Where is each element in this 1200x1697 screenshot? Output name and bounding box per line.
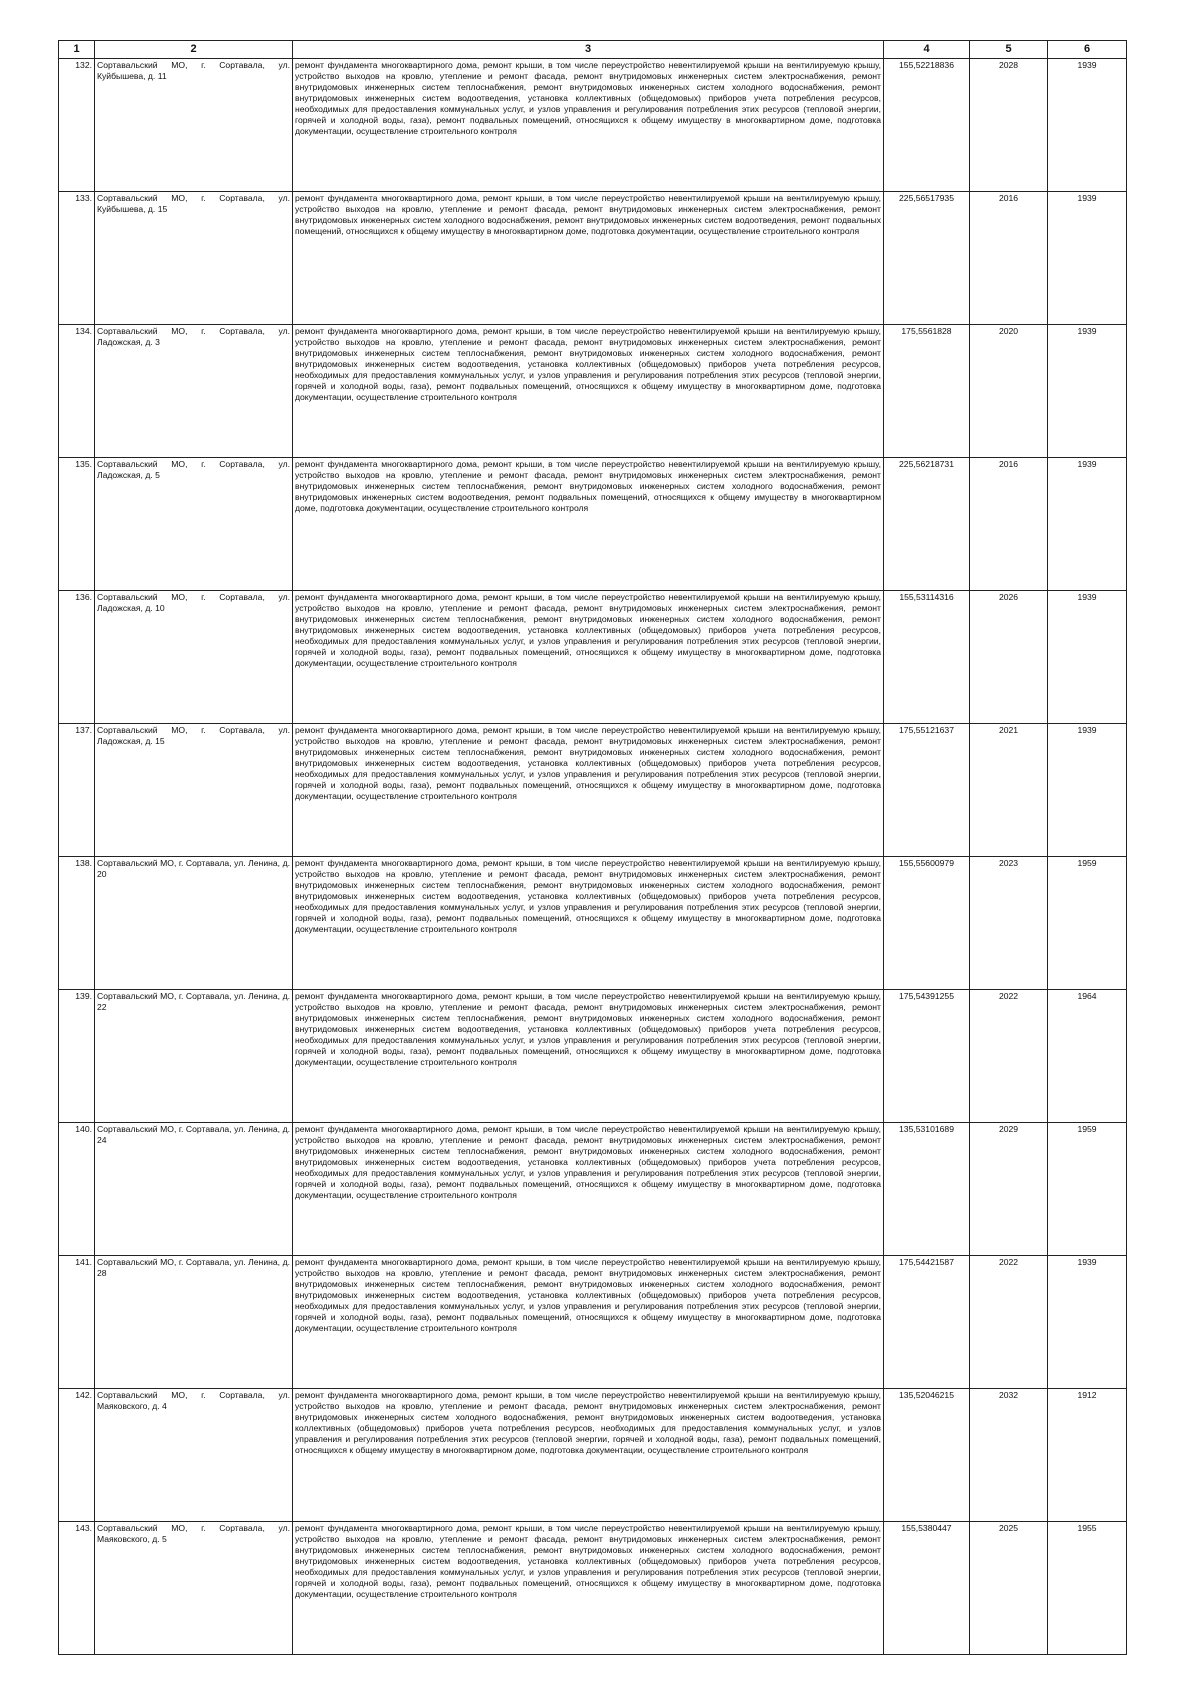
column-number-5: 5 (970, 41, 1048, 59)
cost-cell: 175,54421587 (884, 1256, 970, 1389)
built-year-cell: 1959 (1048, 1123, 1127, 1256)
built-year-cell: 1955 (1048, 1522, 1127, 1655)
cost-cell: 155,5380447 (884, 1522, 970, 1655)
works-cell: ремонт фундамента многоквартирного дома, ремонт крыши, в том числе переустройство невентилируемой крыши на вентилируемую крышу, устройство выходов на кровлю, утепление и ремонт фасада, ремонт внутридомовых инженерных систем электроснабжения, ремонт внутридомовых инженерных систем теплоснабжения, ремонт внутридомовых инженерных систем холодного водоснабжения, ремонт внутридомовых инженерных систем водоотведения, установка коллективных (общедомовых) приборов учета потребления ресурсов, необходимых для предоставления коммунальных услуг, и узлов управления и регулирования потребления этих ресурсов (тепловой энергии, горячей и холодной воды, газа), ремонт подвальных помещений, относящихся к общему имуществу в многоквартирном доме, подготовка документации, осуществление строительного контроля (293, 325, 884, 458)
column-number-2: 2 (95, 41, 293, 59)
repair-year-cell: 2032 (970, 1389, 1048, 1522)
table-row (59, 325, 1127, 458)
row-number: 136. (59, 591, 95, 724)
address-cell: Сортавальский МО, г. Сортавала, ул. Ладожская, д. 3 (95, 325, 293, 458)
works-cell: ремонт фундамента многоквартирного дома, ремонт крыши, в том числе переустройство невентилируемой крыши на вентилируемую крышу, устройство выходов на кровлю, утепление и ремонт фасада, ремонт внутридомовых инженерных систем электроснабжения, ремонт внутридомовых инженерных систем теплоснабжения, ремонт внутридомовых инженерных систем холодного водоснабжения, ремонт внутридомовых инженерных систем водоотведения, установка коллективных (общедомовых) приборов учета потребления ресурсов, необходимых для предоставления коммунальных услуг, и узлов управления и регулирования потребления этих ресурсов (тепловой энергии, горячей и холодной воды, газа), ремонт подвальных помещений, относящихся к общему имуществу в многоквартирном доме, подготовка документации, осуществление строительного контроля (293, 1123, 884, 1256)
row-number: 138. (59, 857, 95, 990)
table-row (59, 1256, 1127, 1389)
built-year-cell: 1939 (1048, 724, 1127, 857)
row-number: 141. (59, 1256, 95, 1389)
address-cell: Сортавальский МО, г. Сортавала, ул. Ленина, д. 20 (95, 857, 293, 990)
table-row (59, 1389, 1127, 1522)
cost-cell: 135,53101689 (884, 1123, 970, 1256)
repair-year-cell: 2023 (970, 857, 1048, 990)
row-number: 142. (59, 1389, 95, 1522)
address-cell: Сортавальский МО, г. Сортавала, ул. Ленина, д. 24 (95, 1123, 293, 1256)
table-row (59, 1522, 1127, 1655)
built-year-cell: 1912 (1048, 1389, 1127, 1522)
repair-year-cell: 2020 (970, 325, 1048, 458)
works-cell: ремонт фундамента многоквартирного дома, ремонт крыши, в том числе переустройство невентилируемой крыши на вентилируемую крышу, устройство выходов на кровлю, утепление и ремонт фасада, ремонт внутридомовых инженерных систем электроснабжения, ремонт внутридомовых инженерных систем теплоснабжения, ремонт внутридомовых инженерных систем холодного водоснабжения, ремонт внутридомовых инженерных систем водоотведения, установка коллективных (общедомовых) приборов учета потребления ресурсов, необходимых для предоставления коммунальных услуг, и узлов управления и регулирования потребления этих ресурсов (тепловой энергии, горячей и холодной воды, газа), ремонт подвальных помещений, относящихся к общему имуществу в многоквартирном доме, подготовка документации, осуществление строительного контроля (293, 857, 884, 990)
row-number: 135. (59, 458, 95, 591)
address-cell: Сортавальский МО, г. Сортавала, ул. Куйбышева, д. 11 (95, 59, 293, 192)
table-row (59, 192, 1127, 325)
repair-year-cell: 2016 (970, 192, 1048, 325)
table-body (59, 59, 1127, 1655)
column-number-3: 3 (293, 41, 884, 59)
works-cell: ремонт фундамента многоквартирного дома, ремонт крыши, в том числе переустройство невентилируемой крыши на вентилируемую крышу, устройство выходов на кровлю, утепление и ремонт фасада, ремонт внутридомовых инженерных систем электроснабжения, ремонт внутридомовых инженерных систем теплоснабжения, ремонт внутридомовых инженерных систем холодного водоснабжения, ремонт внутридомовых инженерных систем водоотведения, установка коллективных (общедомовых) приборов учета потребления ресурсов, необходимых для предоставления коммунальных услуг, и узлов управления и регулирования потребления этих ресурсов (тепловой энергии, горячей и холодной воды, газа), ремонт подвальных помещений, относящихся к общему имуществу в многоквартирном доме, подготовка документации, осуществление строительного контроля (293, 59, 884, 192)
address-cell: Сортавальский МО, г. Сортавала, ул. Ладожская, д. 10 (95, 591, 293, 724)
built-year-cell: 1939 (1048, 1256, 1127, 1389)
column-number-4: 4 (884, 41, 970, 59)
cost-cell: 155,55600979 (884, 857, 970, 990)
works-cell: ремонт фундамента многоквартирного дома, ремонт крыши, в том числе переустройство невентилируемой крыши на вентилируемую крышу, устройство выходов на кровлю, утепление и ремонт фасада, ремонт внутридомовых инженерных систем электроснабжения, ремонт внутридомовых инженерных систем теплоснабжения, ремонт внутридомовых инженерных систем холодного водоснабжения, ремонт внутридомовых инженерных систем водоотведения, установка коллективных (общедомовых) приборов учета потребления ресурсов, необходимых для предоставления коммунальных услуг, и узлов управления и регулирования потребления этих ресурсов (тепловой энергии, горячей и холодной воды, газа), ремонт подвальных помещений, относящихся к общему имуществу в многоквартирном доме, подготовка документации, осуществление строительного контроля (293, 724, 884, 857)
table-row (59, 724, 1127, 857)
built-year-cell: 1964 (1048, 990, 1127, 1123)
table-row (59, 59, 1127, 192)
cost-cell: 175,54391255 (884, 990, 970, 1123)
address-cell: Сортавальский МО, г. Сортавала, ул. Ладожская, д. 5 (95, 458, 293, 591)
cost-cell: 175,5561828 (884, 325, 970, 458)
cost-cell: 155,53114316 (884, 591, 970, 724)
address-cell: Сортавальский МО, г. Сортавала, ул. Ленина, д. 22 (95, 990, 293, 1123)
built-year-cell: 1939 (1048, 458, 1127, 591)
repair-year-cell: 2028 (970, 59, 1048, 192)
built-year-cell: 1939 (1048, 192, 1127, 325)
works-cell: ремонт фундамента многоквартирного дома, ремонт крыши, в том числе переустройство невентилируемой крыши на вентилируемую крышу, устройство выходов на кровлю, утепление и ремонт фасада, ремонт внутридомовых инженерных систем электроснабжения, ремонт внутридомовых инженерных систем теплоснабжения, ремонт внутридомовых инженерных систем холодного водоснабжения, ремонт внутридомовых инженерных систем водоотведения, установка коллективных (общедомовых) приборов учета потребления ресурсов, необходимых для предоставления коммунальных услуг, и узлов управления и регулирования потребления этих ресурсов (тепловой энергии, горячей и холодной воды, газа), ремонт подвальных помещений, относящихся к общему имуществу в многоквартирном доме, подготовка документации, осуществление строительного контроля (293, 1256, 884, 1389)
built-year-cell: 1939 (1048, 59, 1127, 192)
works-cell: ремонт фундамента многоквартирного дома, ремонт крыши, в том числе переустройство невентилируемой крыши на вентилируемую крышу, устройство выходов на кровлю, утепление и ремонт фасада, ремонт внутридомовых инженерных систем электроснабжения, ремонт внутридомовых инженерных систем теплоснабжения, ремонт внутридомовых инженерных систем холодного водоснабжения, ремонт внутридомовых инженерных систем водоотведения, установка коллективных (общедомовых) приборов учета потребления ресурсов, необходимых для предоставления коммунальных услуг, и узлов управления и регулирования потребления этих ресурсов (тепловой энергии, горячей и холодной воды, газа), ремонт подвальных помещений, относящихся к общему имуществу в многоквартирном доме, подготовка документации, осуществление строительного контроля (293, 591, 884, 724)
table-row (59, 591, 1127, 724)
table-row (59, 990, 1127, 1123)
row-number: 137. (59, 724, 95, 857)
repair-year-cell: 2021 (970, 724, 1048, 857)
address-cell: Сортавальский МО, г. Сортавала, ул. Куйбышева, д. 15 (95, 192, 293, 325)
table-row (59, 857, 1127, 990)
repair-year-cell: 2026 (970, 591, 1048, 724)
capital-repair-table (58, 40, 1127, 1655)
row-number: 134. (59, 325, 95, 458)
built-year-cell: 1939 (1048, 591, 1127, 724)
cost-cell: 155,52218836 (884, 59, 970, 192)
repair-year-cell: 2025 (970, 1522, 1048, 1655)
repair-year-cell: 2022 (970, 1256, 1048, 1389)
column-number-6: 6 (1048, 41, 1127, 59)
works-cell: ремонт фундамента многоквартирного дома, ремонт крыши, в том числе переустройство невентилируемой крыши на вентилируемую крышу, устройство выходов на кровлю, утепление и ремонт фасада, ремонт внутридомовых инженерных систем электроснабжения, ремонт внутридомовых инженерных систем холодного водоснабжения, ремонт внутридомовых инженерных систем водоотведения, ремонт подвальных помещений, относящихся к общему имуществу в многоквартирном доме, подготовка документации, осуществление строительного контроля (293, 192, 884, 325)
cost-cell: 225,56218731 (884, 458, 970, 591)
column-number-row (59, 41, 1127, 59)
row-number: 139. (59, 990, 95, 1123)
works-cell: ремонт фундамента многоквартирного дома, ремонт крыши, в том числе переустройство невентилируемой крыши на вентилируемую крышу, устройство выходов на кровлю, утепление и ремонт фасада, ремонт внутридомовых инженерных систем электроснабжения, ремонт внутридомовых инженерных систем холодного водоснабжения, ремонт внутридомовых инженерных систем водоотведения, установка коллективных (общедомовых) приборов учета потребления ресурсов, необходимых для предоставления коммунальных услуг, и узлов управления и регулирования потребления этих ресурсов (тепловой энергии, горячей и холодной воды, газа), ремонт подвальных помещений, относящихся к общему имуществу в многоквартирном доме, подготовка документации, осуществление строительного контроля (293, 1389, 884, 1522)
built-year-cell: 1939 (1048, 325, 1127, 458)
row-number: 133. (59, 192, 95, 325)
cost-cell: 135,52046215 (884, 1389, 970, 1522)
cost-cell: 175,55121637 (884, 724, 970, 857)
repair-year-cell: 2029 (970, 1123, 1048, 1256)
cost-cell: 225,56517935 (884, 192, 970, 325)
repair-year-cell: 2022 (970, 990, 1048, 1123)
built-year-cell: 1959 (1048, 857, 1127, 990)
address-cell: Сортавальский МО, г. Сортавала, ул. Ленина, д. 28 (95, 1256, 293, 1389)
table-row (59, 1123, 1127, 1256)
row-number: 143. (59, 1522, 95, 1655)
table-row (59, 458, 1127, 591)
row-number: 132. (59, 59, 95, 192)
repair-year-cell: 2016 (970, 458, 1048, 591)
address-cell: Сортавальский МО, г. Сортавала, ул. Маяковского, д. 4 (95, 1389, 293, 1522)
works-cell: ремонт фундамента многоквартирного дома, ремонт крыши, в том числе переустройство невентилируемой крыши на вентилируемую крышу, устройство выходов на кровлю, утепление и ремонт фасада, ремонт внутридомовых инженерных систем электроснабжения, ремонт внутридомовых инженерных систем теплоснабжения, ремонт внутридомовых инженерных систем холодного водоснабжения, ремонт внутридомовых инженерных систем водоотведения, ремонт подвальных помещений, относящихся к общему имуществу в многоквартирном доме, подготовка документации, осуществление строительного контроля (293, 458, 884, 591)
address-cell: Сортавальский МО, г. Сортавала, ул. Ладожская, д. 15 (95, 724, 293, 857)
works-cell: ремонт фундамента многоквартирного дома, ремонт крыши, в том числе переустройство невентилируемой крыши на вентилируемую крышу, устройство выходов на кровлю, утепление и ремонт фасада, ремонт внутридомовых инженерных систем электроснабжения, ремонт внутридомовых инженерных систем теплоснабжения, ремонт внутридомовых инженерных систем холодного водоснабжения, ремонт внутридомовых инженерных систем водоотведения, установка коллективных (общедомовых) приборов учета потребления ресурсов, необходимых для предоставления коммунальных услуг, и узлов управления и регулирования потребления этих ресурсов (тепловой энергии, горячей и холодной воды, газа), ремонт подвальных помещений, относящихся к общему имуществу в многоквартирном доме, подготовка документации, осуществление строительного контроля (293, 1522, 884, 1655)
column-number-1: 1 (59, 41, 95, 59)
works-cell: ремонт фундамента многоквартирного дома, ремонт крыши, в том числе переустройство невентилируемой крыши на вентилируемую крышу, устройство выходов на кровлю, утепление и ремонт фасада, ремонт внутридомовых инженерных систем электроснабжения, ремонт внутридомовых инженерных систем теплоснабжения, ремонт внутридомовых инженерных систем холодного водоснабжения, ремонт внутридомовых инженерных систем водоотведения, установка коллективных (общедомовых) приборов учета потребления ресурсов, необходимых для предоставления коммунальных услуг, и узлов управления и регулирования потребления этих ресурсов (тепловой энергии, горячей и холодной воды, газа), ремонт подвальных помещений, относящихся к общему имуществу в многоквартирном доме, подготовка документации, осуществление строительного контроля (293, 990, 884, 1123)
row-number: 140. (59, 1123, 95, 1256)
address-cell: Сортавальский МО, г. Сортавала, ул. Маяковского, д. 5 (95, 1522, 293, 1655)
